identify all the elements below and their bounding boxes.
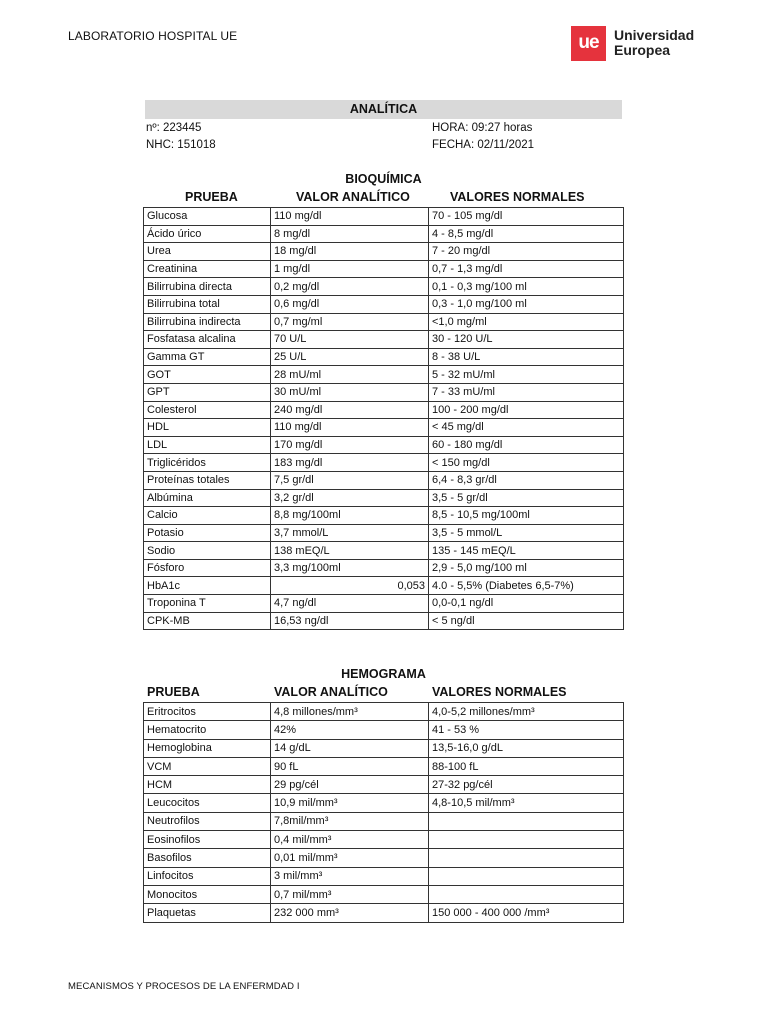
university-logo	[571, 23, 694, 63]
cell-valor: 29 pg/cél	[271, 776, 429, 794]
table-row	[144, 348, 624, 366]
bioquimica-title: BIOQUÍMICA	[345, 172, 422, 186]
cell-normales: 6,4 - 8,3 gr/dl	[429, 471, 624, 489]
report-hora: HORA: 09:27 horas	[432, 122, 533, 134]
bioquimica-table	[143, 207, 624, 630]
cell-normales: 3,5 - 5 gr/dl	[429, 489, 624, 507]
cell-prueba: Monocitos	[144, 885, 271, 903]
cell-prueba: Basofilos	[144, 849, 271, 867]
cell-prueba: Glucosa	[144, 208, 271, 226]
cell-normales: 0,1 - 0,3 mg/100 ml	[429, 278, 624, 296]
cell-prueba: Hemoglobina	[144, 739, 271, 757]
cell-valor: 4,8 millones/mm³	[271, 703, 429, 721]
cell-prueba: Albúmina	[144, 489, 271, 507]
table-row	[144, 278, 624, 296]
cell-normales: < 45 mg/dl	[429, 419, 624, 437]
cell-normales: 100 - 200 mg/dl	[429, 401, 624, 419]
cell-prueba: Potasio	[144, 524, 271, 542]
cell-prueba: GOT	[144, 366, 271, 384]
cell-prueba: Fosfatasa alcalina	[144, 331, 271, 349]
cell-valor: 3,7 mmol/L	[271, 524, 429, 542]
cell-normales: 0,7 - 1,3 mg/dl	[429, 260, 624, 278]
cell-normales: 27-32 pg/cél	[429, 776, 624, 794]
table-row	[144, 295, 624, 313]
cell-normales: 4.0 - 5,5% (Diabetes 6,5-7%)	[429, 577, 624, 595]
cell-valor: 183 mg/dl	[271, 454, 429, 472]
cell-prueba: Neutrofilos	[144, 812, 271, 830]
cell-prueba: Eosinofilos	[144, 831, 271, 849]
table-row	[144, 849, 624, 867]
cell-prueba: VCM	[144, 757, 271, 775]
cell-prueba: Bilirrubina indirecta	[144, 313, 271, 331]
table-row	[144, 260, 624, 278]
table-row	[144, 867, 624, 885]
table-row	[144, 454, 624, 472]
cell-prueba: Bilirrubina total	[144, 295, 271, 313]
cell-valor: 16,53 ng/dl	[271, 612, 429, 630]
cell-prueba: HbA1c	[144, 577, 271, 595]
table-row	[144, 208, 624, 226]
hemograma-header-normales: VALORES NORMALES	[432, 685, 567, 699]
cell-valor: 232 000 mm³	[271, 904, 429, 922]
table-row	[144, 507, 624, 525]
cell-normales: 30 - 120 U/L	[429, 331, 624, 349]
cell-prueba: Fósforo	[144, 559, 271, 577]
cell-normales: 4,8-10,5 mil/mm³	[429, 794, 624, 812]
cell-valor: 0,2 mg/dl	[271, 278, 429, 296]
cell-prueba: CPK-MB	[144, 612, 271, 630]
table-row	[144, 419, 624, 437]
cell-normales: <1,0 mg/ml	[429, 313, 624, 331]
cell-valor: 10,9 mil/mm³	[271, 794, 429, 812]
report-title: ANALÍTICA	[145, 100, 622, 119]
table-row	[144, 595, 624, 613]
cell-prueba: Calcio	[144, 507, 271, 525]
cell-valor: 42%	[271, 721, 429, 739]
table-row	[144, 383, 624, 401]
cell-prueba: Ácido úrico	[144, 225, 271, 243]
cell-valor: 25 U/L	[271, 348, 429, 366]
table-row	[144, 776, 624, 794]
cell-prueba: Leucocitos	[144, 794, 271, 812]
cell-valor: 7,8mil/mm³	[271, 812, 429, 830]
cell-valor: 8,8 mg/100ml	[271, 507, 429, 525]
cell-valor: 7,5 gr/dl	[271, 471, 429, 489]
table-row	[144, 885, 624, 903]
cell-valor: 28 mU/ml	[271, 366, 429, 384]
cell-normales: < 150 mg/dl	[429, 454, 624, 472]
table-row	[144, 559, 624, 577]
cell-normales: 70 - 105 mg/dl	[429, 208, 624, 226]
cell-prueba: Colesterol	[144, 401, 271, 419]
bioquimica-header-prueba: PRUEBA	[185, 190, 238, 204]
bioquimica-header-normales: VALORES NORMALES	[450, 190, 585, 204]
logo-text	[614, 28, 694, 58]
cell-valor: 0,4 mil/mm³	[271, 831, 429, 849]
cell-normales: 4 - 8,5 mg/dl	[429, 225, 624, 243]
cell-valor: 0,053	[271, 577, 429, 595]
cell-valor: 30 mU/ml	[271, 383, 429, 401]
cell-normales: 150 000 - 400 000 /mm³	[429, 904, 624, 922]
cell-normales: 5 - 32 mU/ml	[429, 366, 624, 384]
cell-valor: 0,7 mg/ml	[271, 313, 429, 331]
logo-line-2: Europea	[614, 42, 671, 58]
cell-normales: < 5 ng/dl	[429, 612, 624, 630]
table-row	[144, 721, 624, 739]
cell-normales: 7 - 20 mg/dl	[429, 243, 624, 261]
table-row	[144, 757, 624, 775]
table-row	[144, 243, 624, 261]
cell-valor: 14 g/dL	[271, 739, 429, 757]
cell-prueba: Gamma GT	[144, 348, 271, 366]
table-row	[144, 436, 624, 454]
table-row	[144, 904, 624, 922]
cell-valor: 110 mg/dl	[271, 208, 429, 226]
cell-valor: 240 mg/dl	[271, 401, 429, 419]
hemograma-header-valor: VALOR ANALÍTICO	[274, 685, 388, 699]
cell-valor: 18 mg/dl	[271, 243, 429, 261]
table-row	[144, 225, 624, 243]
cell-normales: 0,0-0,1 ng/dl	[429, 595, 624, 613]
table-row	[144, 739, 624, 757]
hemograma-header-prueba: PRUEBA	[147, 685, 200, 699]
cell-prueba: Creatinina	[144, 260, 271, 278]
logo-line-1: Universidad	[614, 27, 695, 43]
table-row	[144, 331, 624, 349]
cell-valor: 3,3 mg/100ml	[271, 559, 429, 577]
cell-normales: 135 - 145 mEQ/L	[429, 542, 624, 560]
table-row	[144, 703, 624, 721]
cell-normales: 2,9 - 5,0 mg/100 ml	[429, 559, 624, 577]
table-row	[144, 812, 624, 830]
cell-normales: 8 - 38 U/L	[429, 348, 624, 366]
cell-normales: 0,3 - 1,0 mg/100 ml	[429, 295, 624, 313]
table-row	[144, 542, 624, 560]
report-nhc: NHC: 151018	[146, 139, 216, 151]
cell-normales	[429, 885, 624, 903]
cell-valor: 4,7 ng/dl	[271, 595, 429, 613]
cell-valor: 138 mEQ/L	[271, 542, 429, 560]
table-row	[144, 831, 624, 849]
cell-normales: 41 - 53 %	[429, 721, 624, 739]
logo-mark-icon: ue	[571, 26, 606, 61]
cell-normales: 88-100 fL	[429, 757, 624, 775]
cell-valor: 0,6 mg/dl	[271, 295, 429, 313]
cell-normales: 60 - 180 mg/dl	[429, 436, 624, 454]
cell-valor: 110 mg/dl	[271, 419, 429, 437]
table-row	[144, 794, 624, 812]
bioquimica-header-valor: VALOR ANALÍTICO	[296, 190, 410, 204]
cell-prueba: HCM	[144, 776, 271, 794]
lab-name: LABORATORIO HOSPITAL UE	[68, 29, 238, 43]
table-row	[144, 524, 624, 542]
table-row	[144, 313, 624, 331]
hemograma-title: HEMOGRAMA	[341, 667, 426, 681]
report-number: nº: 223445	[146, 122, 202, 134]
footer-course: MECANISMOS Y PROCESOS DE LA ENFERMDAD I	[68, 981, 300, 992]
cell-valor: 0,01 mil/mm³	[271, 849, 429, 867]
cell-prueba: Sodio	[144, 542, 271, 560]
cell-prueba: Troponina T	[144, 595, 271, 613]
cell-valor: 3,2 gr/dl	[271, 489, 429, 507]
cell-prueba: Hematocrito	[144, 721, 271, 739]
cell-normales: 8,5 - 10,5 mg/100ml	[429, 507, 624, 525]
table-row	[144, 612, 624, 630]
cell-prueba: Triglicéridos	[144, 454, 271, 472]
cell-normales	[429, 812, 624, 830]
cell-normales: 4,0-5,2 millones/mm³	[429, 703, 624, 721]
table-row	[144, 401, 624, 419]
cell-normales	[429, 831, 624, 849]
hemograma-table	[143, 702, 624, 923]
cell-normales	[429, 849, 624, 867]
table-row	[144, 366, 624, 384]
table-row	[144, 489, 624, 507]
cell-valor: 170 mg/dl	[271, 436, 429, 454]
cell-prueba: Plaquetas	[144, 904, 271, 922]
cell-valor: 70 U/L	[271, 331, 429, 349]
table-row	[144, 471, 624, 489]
cell-prueba: Urea	[144, 243, 271, 261]
cell-valor: 1 mg/dl	[271, 260, 429, 278]
cell-prueba: HDL	[144, 419, 271, 437]
cell-normales: 3,5 - 5 mmol/L	[429, 524, 624, 542]
cell-prueba: GPT	[144, 383, 271, 401]
cell-prueba: Linfocitos	[144, 867, 271, 885]
cell-normales: 13,5-16,0 g/dL	[429, 739, 624, 757]
cell-prueba: Bilirrubina directa	[144, 278, 271, 296]
report-fecha: FECHA: 02/11/2021	[432, 139, 535, 151]
cell-valor: 0,7 mil/mm³	[271, 885, 429, 903]
cell-prueba: Proteínas totales	[144, 471, 271, 489]
cell-valor: 90 fL	[271, 757, 429, 775]
cell-normales	[429, 867, 624, 885]
table-row	[144, 577, 624, 595]
cell-valor: 8 mg/dl	[271, 225, 429, 243]
cell-prueba: LDL	[144, 436, 271, 454]
cell-prueba: Eritrocitos	[144, 703, 271, 721]
cell-valor: 3 mil/mm³	[271, 867, 429, 885]
cell-normales: 7 - 33 mU/ml	[429, 383, 624, 401]
